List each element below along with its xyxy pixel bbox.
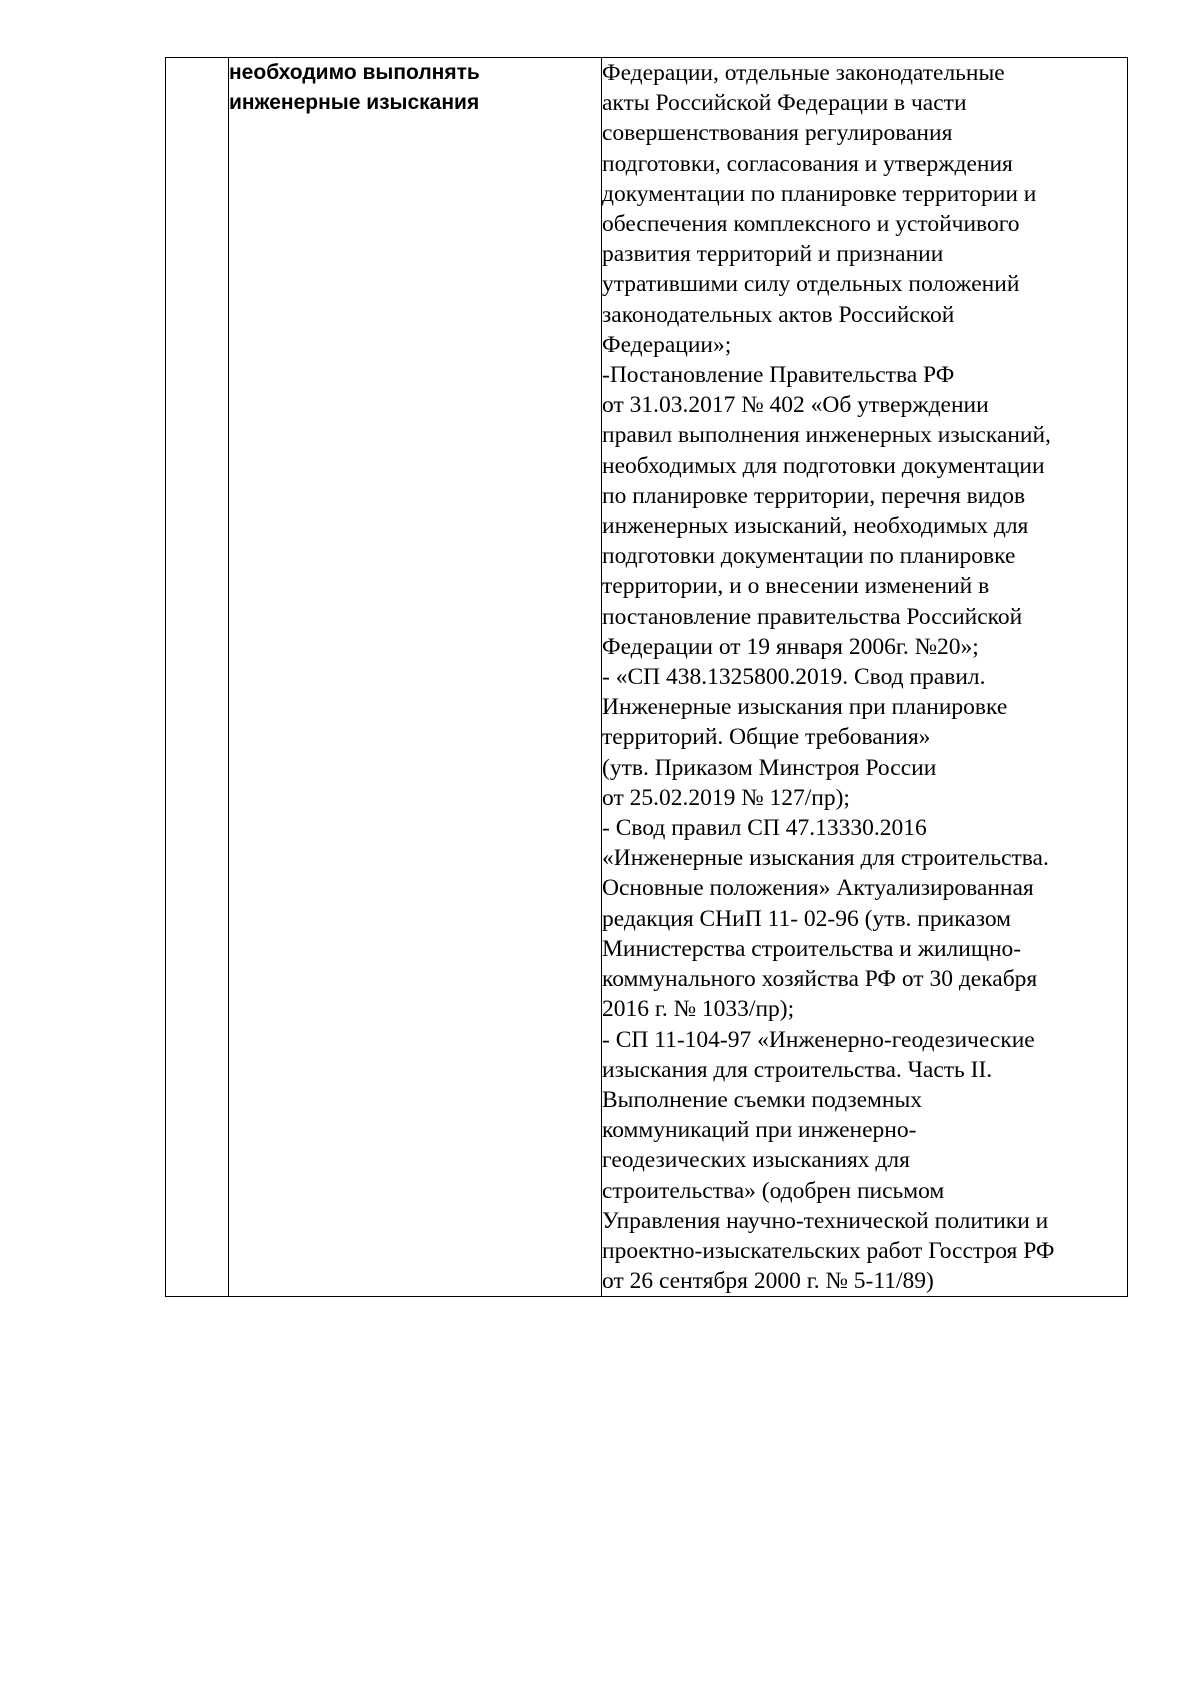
- legal-basis-line: от 25.02.2019 № 127/пр);: [602, 784, 850, 811]
- legal-basis-line: Федерации»;: [602, 331, 732, 358]
- legal-basis-line: территорий. Общие требования»: [602, 724, 931, 751]
- legal-basis-line: обеспечения комплексного и устойчивого: [602, 211, 1020, 238]
- legal-basis-line: документации по планировке территории и: [602, 180, 1037, 207]
- legal-basis-line: 2016 г. № 1033/пр);: [602, 996, 795, 1023]
- legal-basis-line: от 26 сентября 2000 г. № 5-11/89): [602, 1268, 934, 1295]
- legal-basis-line: строительства» (одобрен письмом: [602, 1177, 945, 1204]
- legal-basis-line: (утв. Приказом Минстроя России: [602, 754, 937, 781]
- legal-basis-line: акты Российской Федерации в части: [602, 90, 967, 117]
- legal-basis-line: - СП 11-104-97 «Инженерно-геодезические: [602, 1026, 1035, 1053]
- legal-basis-line: редакция СНиП 11- 02-96 (утв. приказом: [602, 905, 1012, 932]
- legal-basis-line: необходимых для подготовки документации: [602, 452, 1045, 479]
- legal-basis-line: Основные положения» Актуализированная: [602, 875, 1034, 902]
- requirement-name-cell: [229, 58, 602, 1297]
- legal-basis-cell: [602, 58, 1128, 1297]
- legal-basis-line: изыскания для строительства. Часть II.: [602, 1056, 993, 1083]
- legal-basis-line: совершенствования регулирования: [602, 120, 953, 147]
- legal-basis-line: коммунального хозяйства РФ от 30 декабря: [602, 966, 1038, 993]
- legal-basis-line: коммуникаций при инженерно-: [602, 1117, 917, 1144]
- legal-basis-line: Министерства строительства и жилищно-: [602, 935, 1022, 962]
- legal-basis-line: развития территорий и признании: [602, 241, 944, 268]
- requirement-name-line: необходимо выполнять: [229, 61, 480, 84]
- requirements-table: [165, 57, 1128, 1297]
- legal-basis-line: утратившими силу отдельных положений: [602, 271, 1020, 298]
- legal-basis-line: по планировке территории, перечня видов: [602, 482, 1026, 509]
- legal-basis-line: Инженерные изыскания при планировке: [602, 694, 1008, 721]
- legal-basis-line: постановление правительства Российской: [602, 603, 1023, 630]
- legal-basis-line: - Свод правил СП 47.13330.2016: [602, 815, 927, 842]
- table-row: [166, 58, 1128, 1297]
- legal-basis-line: геодезических изысканиях для: [602, 1147, 910, 1174]
- legal-basis-line: от 31.03.2017 № 402 «Об утверждении: [602, 392, 989, 419]
- legal-basis-line: -Постановление Правительства РФ: [602, 362, 955, 389]
- legal-basis-line: правил выполнения инженерных изысканий,: [602, 422, 1051, 449]
- legal-basis-line: территории, и о внесении изменений в: [602, 573, 990, 600]
- legal-basis-line: «Инженерные изыскания для строительства.: [602, 845, 1049, 872]
- legal-basis-line: Федерации, отдельные законодательные: [602, 60, 1005, 86]
- requirement-name-line: инженерные изыскания: [229, 91, 480, 114]
- legal-basis-line: Федерации от 19 января 2006г. №20»;: [602, 633, 979, 660]
- legal-basis-line: проектно-изыскательских работ Госстроя РФ: [602, 1237, 1055, 1264]
- legal-basis-line: подготовки документации по планировке: [602, 543, 1016, 570]
- legal-basis-line: подготовки, согласования и утверждения: [602, 150, 1013, 177]
- legal-basis-line: Выполнение съемки подземных: [602, 1086, 923, 1113]
- legal-basis-line: законодательных актов Российской: [602, 301, 955, 328]
- legal-basis-line: инженерных изысканий, необходимых для: [602, 513, 1029, 540]
- legal-basis-line: Управления научно-технической политики и: [602, 1207, 1049, 1234]
- legal-basis-line: - «СП 438.1325800.2019. Свод правил.: [602, 664, 986, 691]
- row-number-cell: [166, 58, 229, 1297]
